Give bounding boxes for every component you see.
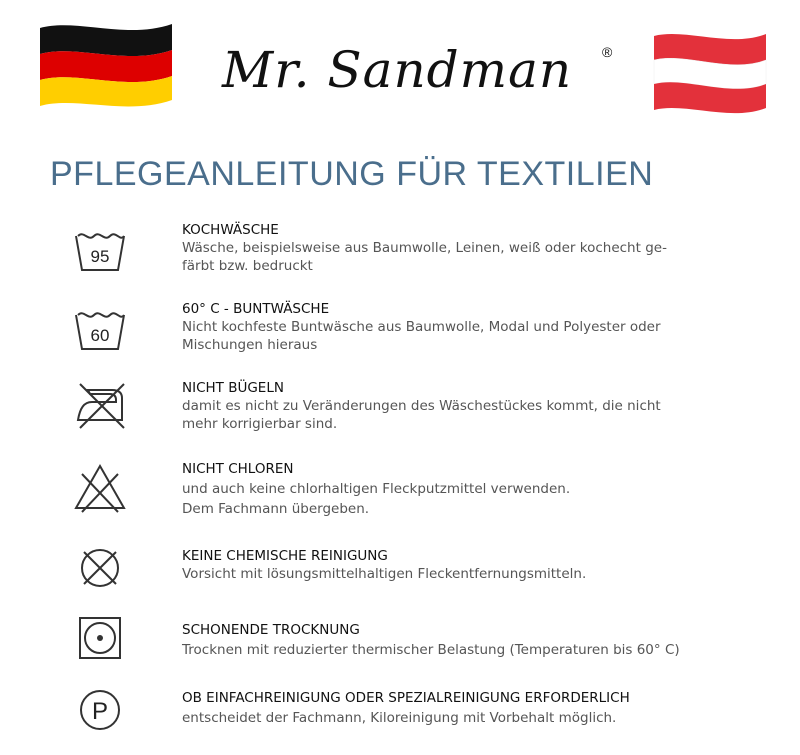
care-item-description: Vorsicht mit lösungsmittelhaltigen Fleckentfernungsmitteln.	[182, 566, 587, 582]
wash-95-icon-label: 95	[90, 247, 110, 266]
no-dry-clean-icon	[72, 540, 128, 596]
austrian-flag-icon	[650, 30, 770, 114]
care-item-heading: NICHT BÜGELN	[182, 380, 284, 396]
care-item-description: Dem Fachmann übergeben.	[182, 501, 370, 517]
care-item-description: entscheidet der Fachmann, Kiloreinigung mit Vorbehalt möglich.	[182, 710, 617, 726]
care-item-description: färbt bzw. bedruckt	[182, 258, 313, 274]
professional-clean-p-icon	[72, 682, 128, 738]
wash-60-icon	[72, 301, 128, 357]
care-item-heading: KEINE CHEMISCHE REINIGUNG	[182, 548, 388, 564]
care-item-description: mehr korrigierbar sind.	[182, 416, 338, 432]
care-item-description: Nicht kochfeste Buntwäsche aus Baumwolle, Modal und Polyester oder	[182, 319, 661, 335]
care-item-description: damit es nicht zu Veränderungen des Wäschestückes kommt, die nicht	[182, 398, 661, 414]
page-title: PFLEGEANLEITUNG FÜR TEXTILIEN	[50, 155, 654, 193]
registered-mark: ®	[602, 44, 614, 60]
care-item-heading: 60° C - BUNTWÄSCHE	[182, 301, 330, 317]
german-flag-icon	[36, 18, 176, 110]
care-item-description: Mischungen hieraus	[182, 337, 318, 353]
care-item-heading: KOCHWÄSCHE	[182, 222, 279, 238]
brand-name: Mr. Sandman	[222, 41, 573, 99]
p-icon-label: P	[91, 698, 109, 725]
care-item-description: und auch keine chlorhaltigen Fleckputzmittel verwenden.	[182, 481, 571, 497]
tumble-dry-low-icon	[72, 610, 128, 666]
no-bleach-icon	[72, 460, 128, 516]
no-iron-icon	[72, 376, 128, 432]
care-item-description: Trocknen mit reduzierter thermischer Belastung (Temperaturen bis 60° C)	[182, 642, 680, 658]
brand-logo	[222, 30, 622, 110]
care-item-heading: NICHT CHLOREN	[182, 461, 294, 477]
care-item-description: Wäsche, beispielsweise aus Baumwolle, Leinen, weiß oder kochecht ge-	[182, 240, 667, 256]
care-item-heading: SCHONENDE TROCKNUNG	[182, 622, 360, 638]
wash-60-icon-label: 60	[90, 326, 110, 345]
care-item-heading: OB EINFACHREINIGUNG ODER SPEZIALREINIGUNG ERFORDERLICH	[182, 690, 630, 706]
wash-95-icon	[72, 222, 128, 278]
